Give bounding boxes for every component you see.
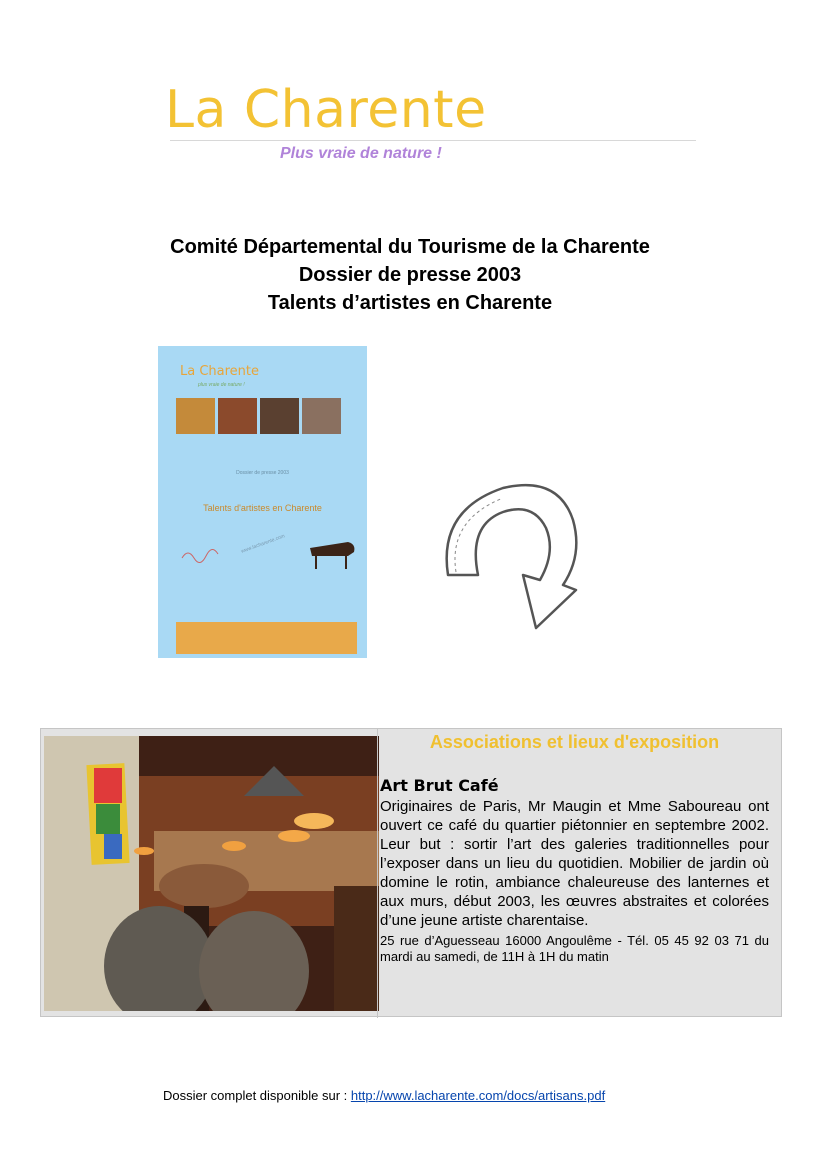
logo-divider [170, 140, 696, 141]
cover-title: La Charente [180, 364, 260, 379]
cover-heading: Talents d'artistes en Charente [203, 503, 322, 513]
piano-icon [308, 536, 358, 571]
cafe-photo-drawing [44, 736, 379, 1011]
cover-tagline: plus vraie de nature ! [198, 382, 245, 388]
cover-thumb-sculpture [302, 398, 341, 434]
cover-thumb-mosaic [260, 398, 299, 434]
brochure-cover-image [158, 346, 367, 658]
table-divider [377, 729, 378, 1018]
cover-signature-icon [180, 546, 220, 566]
footer-label: Dossier complet disponible sur : [163, 1088, 351, 1103]
cover-thumb-painting [176, 398, 215, 434]
curved-arrow-icon [418, 480, 588, 630]
association-table [40, 728, 782, 1017]
association-text-column [380, 729, 769, 965]
association-section-header: Associations et lieux d'exposition [429, 732, 720, 752]
venue-address: 25 rue d’Aguesseau 16000 Angoulême - Tél. 05 45 92 03 71 du mardi au samedi, de 11H à 1H du matin [380, 933, 769, 964]
cafe-interior-photo [44, 736, 379, 1011]
cover-url: www.lacharente.com [240, 533, 286, 555]
cover-subtitle: Dossier de presse 2003 [236, 470, 289, 476]
venue-description: Originaires de Paris, Mr Maugin et Mme Saboureau ont ouvert ce café du quartier piétonnier en septembre 2002. Leur but : sortir l’art des galeries traditionnelles pour l’exposer dans un lieu du quotidien. Mobilier de jardin où domine le rotin, ambiance chaleureuse des lanternes et aux murs, début 2003, les œuvres abstraites et colorées d’une jeune artiste charentaise. [380, 798, 769, 929]
heading-dossier: Dossier de presse 2003 [298, 264, 522, 286]
cover-thumbnails [176, 398, 341, 434]
cover-bottom-strip [176, 622, 357, 654]
footer [163, 1088, 605, 1103]
venue-name: Art Brut Café [380, 776, 499, 795]
heading-theme: Talents d’artistes en Charente [267, 292, 553, 314]
logo-tagline: Plus vraie de nature ! [280, 145, 442, 162]
logo-title: La Charente [165, 80, 487, 140]
page-heading [60, 233, 760, 317]
footer-pdf-link[interactable]: http://www.lacharente.com/docs/artisans.pdf [350, 1088, 606, 1103]
heading-organization: Comité Départemental du Tourisme de la Charente [170, 236, 650, 258]
cover-thumb-violin [218, 398, 257, 434]
